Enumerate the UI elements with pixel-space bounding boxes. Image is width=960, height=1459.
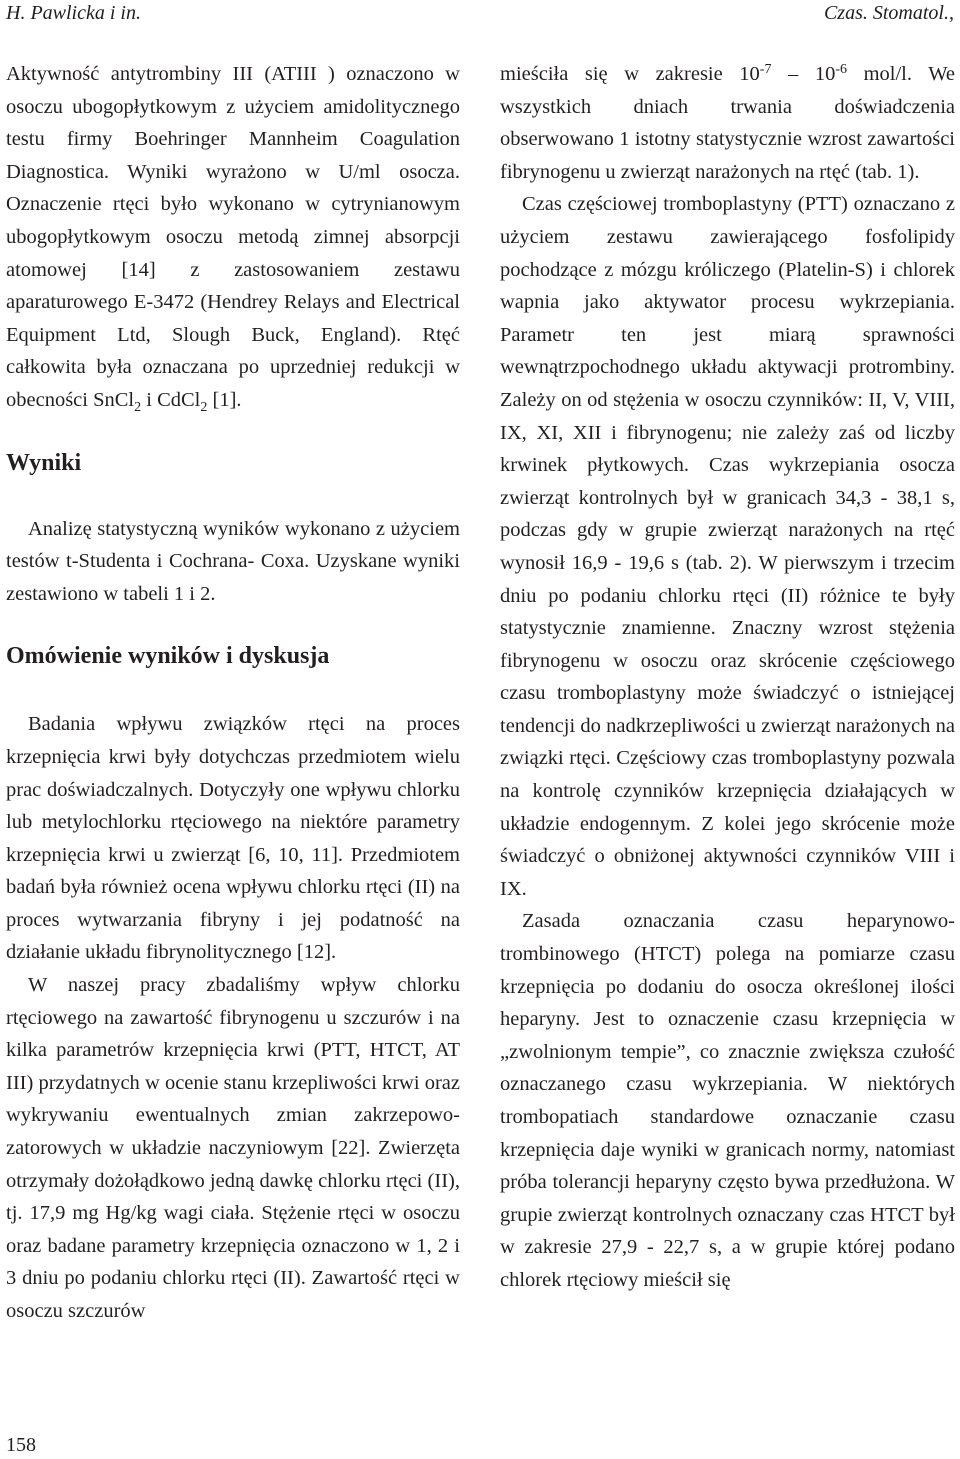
methods-text-end: [1]. [207, 388, 242, 411]
methods-text-mid: i CdCl [141, 388, 201, 411]
paragraph-methods [6, 58, 460, 417]
superscript-minus6: -6 [835, 62, 848, 77]
superscript-minus7: -7 [759, 62, 772, 77]
methods-text: Aktywność antytrombiny III (ATIII ) oznaczono w osoczu ubogopłytkowym z użyciem amidolitycznego testu firmy Boehringer Mannheim Coagulation Diagnostica. Wyniki wyrażono w U/ml osocza. Oznaczenie rtęci było wykonano w cytrynianowym ubogopłytkowym osoczu metodą zimnej absorpcji atomowej [14] z zastosowaniem zestawu aparaturowego E-3472 (Hendrey Relays and Electrical Equipment Ltd, Slough Buck, England). Rtęć całkowita była oznaczana po uprzedniej redukcji w obecności SnCl [6, 63, 460, 411]
range-text-mid: – 10 [771, 63, 836, 85]
right-column [500, 58, 955, 1297]
heading-wyniki: Wyniki [6, 449, 82, 476]
paragraph-results: Analizę statystyczną wyników wykonano z użyciem testów t-Studenta i Cochrana- Coxa. Uzyskane wyniki zestawiono w tabeli 1 i 2. [6, 517, 460, 605]
header-journal: Czas. Stomatol., [823, 2, 954, 24]
range-text: mieściła się w zakresie 10 [500, 63, 760, 85]
subscript-cdcl2: 2 [200, 399, 208, 415]
heading-discussion: Omówienie wyników i dyskusja [6, 643, 330, 670]
paragraph-discussion-2: W naszej pracy zbadaliśmy wpływ chlorku rtęciowego na zawartość fibrynogenu u szczurów i na kilka parametrów krzepnięcia krwi (PTT, HTCT, AT III) przydatnych w ocenie stanu krzepliwości krwi oraz wykrywaniu ewentualnych zmian zakrzepowo- zatorowych w układzie naczyniowym [22]. Zwierzęta otrzymały dożołądkowo jedną dawkę chlorku rtęci (II), tj. 17,9 mg Hg/kg wagi ciała. Stężenie rtęci w osoczu oraz badane parametry krzepnięcia oznaczono w 1, 2 i 3 dniu po podaniu chlorku rtęci (II). Zawartość rtęci w osoczu szczurów [6, 974, 460, 1322]
page-number: 158 [6, 1434, 36, 1456]
header-authors: H. Pawlicka i in. [6, 2, 141, 24]
range-text-end: mol/l. We wszystkich dniach trwania doświadczenia obserwowano 1 istotny statystycznie wzrost zawartości fibrynogenu u zwierząt narażonych na rtęć (tab. 1). [500, 63, 956, 183]
paragraph-ptt: Czas częściowej tromboplastyny (PTT) oznaczano z użyciem zestawu zawierającego fosfolipidy pochodzące z mózgu króliczego (Platelin-S) i chlorek wapnia jako aktywator procesu wykrzepiania. Parametr ten jest miarą sprawności wewnątrzpochodnego układu aktywacji protrombiny. Zależy on od stężenia w osoczu czynników: II, V, VIII, IX, XI, XII i fibrynogenu; nie zależy zaś od liczby krwinek płytkowych. Czas wykrzepiania osocza zwierząt kontrolnych był w granicach 34,3 - 38,1 s, podczas gdy w grupie zwierząt narażonych na rtęć wynosił 16,9 - 19,6 s (tab. 2). W pierwszym i trzecim dniu po podaniu chlorku rtęci (II) różnice te były statystycznie znamienne. Znaczny wzrost stężenia fibrynogenu w osoczu oraz skrócenie częściowego czasu tromboplastyny może świadczyć o istniejącej tendencji do nadkrzepliwości u zwierząt narażonych na związki rtęci. Częściowy czas tromboplastyny pozwala na kontrolę czynników krzepnięcia działających w układzie endogennym. Z kolei jego skrócenie może świadczyć o obniżonej aktywności czynników VIII i IX. [500, 193, 955, 900]
paragraph-mercury-range [500, 58, 955, 188]
left-column [6, 58, 460, 1328]
paragraph-htct: Zasada oznaczania czasu heparynowo- trombinowego (HTCT) polega na pomiarze czasu krzepnięcia po dodaniu do osocza określonej ilości heparyny. Jest to oznaczenie czasu krzepnięcia w „zwolnionym tempie”, co znacznie zwiększa czułość oznaczanego czasu wykrzepiania. W niektórych trombopatiach standardowe oznaczanie czasu krzepnięcia daje wyniki w granicach normy, natomiast próba tolerancji heparyny często bywa przedłużona. W grupie zwierząt kontrolnych oznaczany czas HTCT był w zakresie 27,9 - 22,7 s, a w grupie której podano chlorek rtęciowy mieścił się [500, 910, 955, 1291]
paragraph-discussion-1: Badania wpływu związków rtęci na proces krzepnięcia krwi były dotychczas przedmiotem wielu prac doświadczalnych. Dotyczyły one wpływu chlorku lub metylochlorku rtęciowego na niektóre parametry krzepnięcia krwi u zwierząt [6, 10, 11]. Przedmiotem badań była również ocena wpływu chlorku rtęci (II) na proces wytwarzania fibryny i jej podatność na działanie układu fibrynolitycznego [12]. [6, 713, 460, 964]
running-header [6, 0, 954, 30]
subscript-sncl2: 2 [134, 399, 142, 415]
